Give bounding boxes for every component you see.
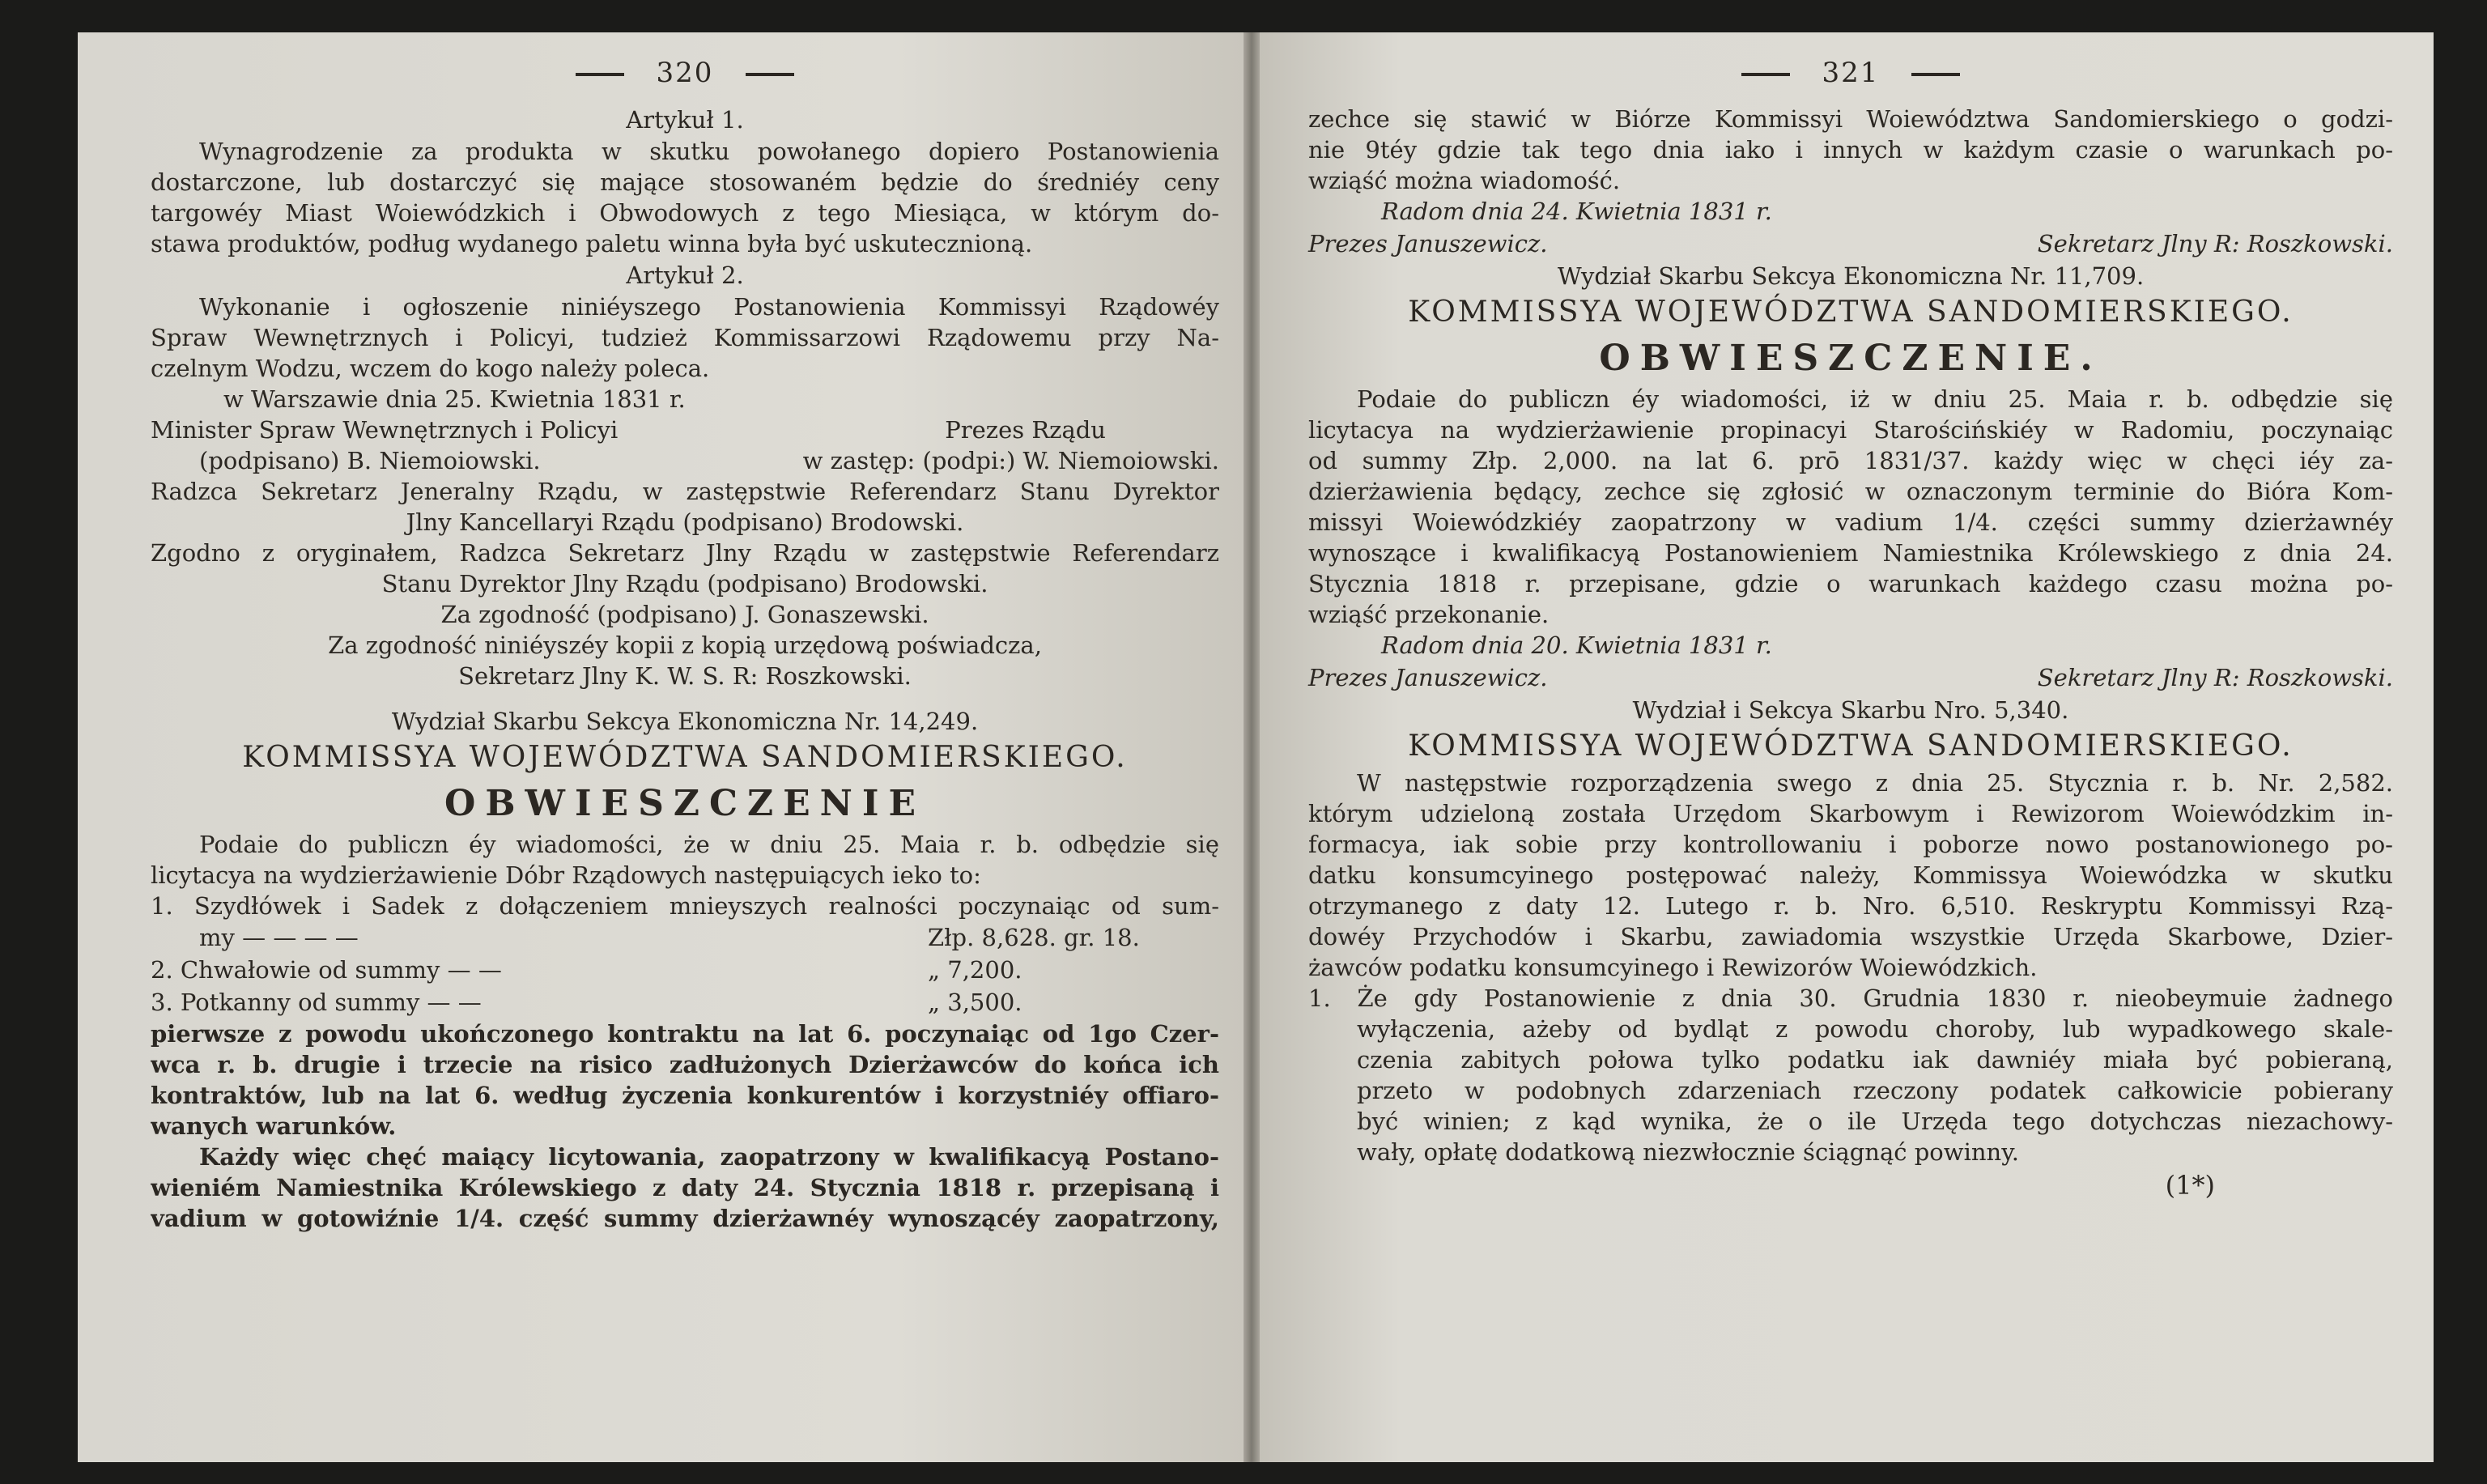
page-right [1260, 32, 2434, 1462]
signed-left: (podpisano) B. Niemoiowski. [199, 447, 541, 474]
text-line: nie 9téy gdzie tak tego dnia iako i innych w każdym czasie o warunkach po- [1308, 136, 2393, 164]
text-line: czelnym Wodzu, wczem do kogo należy poleca. [151, 355, 710, 382]
department-line-1: Wydział Skarbu Sekcya Ekonomiczna Nr. 11,709. [1557, 262, 2145, 290]
article-2-body [151, 291, 1219, 384]
text-line: 1. Że gdy Postanowienie z dnia 30. Grudnia 1830 r. nieobeymuie żadnego [1308, 984, 2393, 1012]
sekretarz-1: Sekretarz Jlny R: Roszkowski. [2037, 230, 2393, 257]
point-1 [1308, 983, 2393, 1167]
obwieszczenie-heading: OBWIESZCZENIE. [1599, 338, 2102, 379]
text-line: Jlny Kancellaryi Rządu (podpisano) Brodowski. [406, 508, 964, 536]
prezes-1: Prezes Januszewicz. [1308, 230, 1548, 257]
item-1-amount: my — — — — Złp. 8,628. gr. 18. [199, 924, 1140, 951]
item-1-line: 1. Szydłówek i Sadek z dołączeniem mnieyszych realności poczynaiąc od sum- [151, 892, 1219, 920]
obwieszczenie-heading: OBWIESZCZENIE [444, 783, 925, 824]
commission-heading: KOMMISSYA WOJEWÓDZTWA SANDOMIERSKIEGO. [242, 741, 1128, 774]
book-spread [78, 32, 2434, 1462]
text-line: stawa produktów, podług wydanego paletu winna była być uskutecznioną. [151, 230, 1033, 257]
place-date: w Warszawie dnia 25. Kwietnia 1831 r. [223, 385, 686, 413]
text-line: wieniém Namiestnika Królewskiego z daty 24. Stycznia 1818 r. przepisaną i [151, 1174, 1219, 1201]
notice-1-body [1308, 384, 2393, 630]
text-line: licytacya na wydzierżawienie propinacyi Starościńskiéy w Radomiu, poczynaiąc [1308, 416, 2393, 444]
text-line: dzierżawienia będący, zechce się zgłosić w oznaczonym terminie do Bióra Kom- [1308, 478, 2393, 505]
book-gutter [1244, 32, 1260, 1462]
text-line: którym udzieloną została Urzędom Skarbowym i Rewizorom Woiewódzkim in- [1308, 800, 2393, 827]
signature-row-2 [1308, 661, 2393, 695]
text-line: wyłączenia, ażeby od bydląt z powodu choroby, lub wypadkowego skale- [1357, 1015, 2393, 1043]
article-1-body [151, 136, 1219, 259]
page-number-left: 320 [151, 57, 1219, 89]
text-line: wziąść można wiadomość. [1308, 167, 1621, 194]
text-line: wynoszące i kwalifikacyą Postanowieniem Namiestnika Królewskiego z dnia 24. [1308, 539, 2393, 567]
page-number-right: 321 [1308, 57, 2393, 89]
text-line: W następstwie rozporządzenia swego z dnia 25. Stycznia r. b. Nr. 2,582. [1357, 769, 2393, 797]
text-line: Wykonanie i ogłoszenie niniéyszego Postanowienia Kommissyi Rządowéy [199, 293, 1219, 321]
prezes-rzadu: Prezes Rządu [945, 416, 1106, 444]
conformity-block [151, 538, 1219, 691]
item-3-amount: 3. Potkanny od summy — — „ 3,500. [151, 989, 1022, 1016]
date-line-1: Radom dnia 24. Kwietnia 1831 r. [1381, 198, 1772, 225]
text-line: wca r. b. drugie i trzecie na risico zadłużonych Dzierżawców do końca ich [151, 1051, 1219, 1078]
signatories-row-1 [151, 415, 1219, 445]
text-line: Każdy więc chęć maiący licytowania, zaopatrzony w kwalifikacyą Postano- [199, 1143, 1219, 1171]
text-line: Wynagrodzenie za produkta w skutku powołanego dopiero Postanowienia [199, 138, 1219, 165]
notice-2-body [1308, 768, 2393, 983]
text-line: targowéy Miast Woiewódzkich i Obwodowych z tego Miesiąca, w którym do- [151, 199, 1219, 227]
article-1-heading: Artykuł 1. [626, 106, 744, 134]
text-line: Podaie do publiczn éy wiadomości, iż w dniu 25. Maia r. b. odbędzie się [1357, 385, 2393, 413]
text-line: kontraktów, lub na lat 6. według życzenia konkurentów i korzystniéy offiaro- [151, 1082, 1219, 1109]
text-line: wały, opłatę dodatkową niezwłocznie ściągnąć powinny. [1357, 1138, 2019, 1166]
text-line: otrzymanego z daty 12. Lutego r. b. Nro. 6,510. Reskryptu Kommissyi Rzą- [1308, 892, 2393, 920]
text-line: formacya, iak sobie przy kontrollowaniu i poborze nowo postanowionego po- [1308, 831, 2393, 858]
sekretarz-2: Sekretarz Jlny R: Roszkowski. [2037, 664, 2393, 691]
text-line: Stycznia 1818 r. przepisane, gdzie o warunkach każdego czasu można po- [1308, 570, 2393, 597]
text-line: czenia zabitych połowa tylko podatku iak dawniéy miała być pobieraną, [1357, 1046, 2393, 1074]
department-line: Wydział Skarbu Sekcya Ekonomiczna Nr. 14,249. [391, 708, 979, 735]
text-line: od summy Złp. 2,000. na lat 6. prō 1831/37. każdy więc w chęci iéy za- [1308, 447, 2393, 474]
text-line: żawców podatku konsumcyinego i Rewizorów Woiewódzkich. [1308, 954, 2038, 981]
text-line: datku konsumcyinego postępować należy, Kommissya Woiewódzka w skutku [1308, 861, 2393, 889]
commission-heading-2: KOMMISSYA WOJEWÓDZTWA SANDOMIERSKIEGO. [1408, 729, 2294, 763]
text-line: Stanu Dyrektor Jlny Rządu (podpisano) Brodowski. [381, 570, 988, 597]
text-line: vadium w gotowiźnie 1/4. część summy dzierżawnéy wynoszącéy zaopatrzony, [151, 1205, 1219, 1232]
text-line: Za zgodność (podpisano) J. Gonaszewski. [440, 601, 929, 628]
text-line: Spraw Wewnętrznych i Policyi, tudzież Kommissarzowi Rządowemu przy Na- [151, 324, 1219, 351]
text-line: Sekretarz Jlny K. W. S. R: Roszkowski. [458, 662, 912, 690]
text-line: dostarczone, lub dostarczyć się mające stosowaném będzie do średniéy ceny [151, 168, 1219, 196]
text-line: być winien; z kąd wynika, że o ile Urzęda tego dotychczas niezachowy- [1357, 1108, 2393, 1135]
continuation-block [1308, 104, 2393, 196]
auction-terms [151, 1018, 1219, 1234]
text-line: wanych warunków. [151, 1112, 397, 1140]
page-left [78, 32, 1244, 1462]
department-line-2: Wydział i Sekcya Skarbu Nro. 5,340. [1632, 696, 2069, 724]
text-line: Radzca Sekretarz Jeneralny Rządu, w zastępstwie Referendarz Stanu Dyrektor [151, 478, 1219, 505]
signatories-row-2 [151, 445, 1219, 476]
date-line-2: Radom dnia 20. Kwietnia 1831 r. [1381, 631, 1772, 659]
item-2-amount: 2. Chwałowie od summy — — „ 7,200. [151, 956, 1022, 984]
signature-row-1 [1308, 227, 2393, 261]
text-line: Podaie do publiczn éy wiadomości, że w dniu 25. Maia r. b. odbędzie się [199, 831, 1219, 858]
text-line: pierwsze z powodu ukończonego kontraktu na lat 6. poczynaiąc od 1go Czer- [151, 1020, 1219, 1048]
text-line: licytacya na wydzierżawienie Dóbr Rządowych następuiących ieko to: [151, 861, 981, 889]
text-line: Za zgodność niniéyszéy kopii z kopią urzędową poświadcza, [328, 631, 1042, 659]
text-line: dowéy Przychodów i Skarbu, zawiadomia wszystkie Urzęda Skarbowe, Dzier- [1308, 923, 2393, 950]
text-line: zechce się stawić w Biórze Kommissyi Woiewództwa Sandomierskiego o godzi- [1308, 105, 2393, 133]
prezes-2: Prezes Januszewicz. [1308, 664, 1548, 691]
text-line: Zgodno z oryginałem, Radzca Sekretarz Jlny Rządu w zastępstwie Referendarz [151, 539, 1219, 567]
article-2-heading: Artykuł 2. [626, 262, 744, 289]
minister-title: Minister Spraw Wewnętrznych i Policyi [151, 416, 619, 444]
text-line: missyi Woiewódzkiéy zaopatrzony w vadium 1/4. części summy dzierżawnéy [1308, 508, 2393, 536]
commission-heading-1: KOMMISSYA WOJEWÓDZTWA SANDOMIERSKIEGO. [1408, 296, 2294, 329]
signature-mark: (1*) [2165, 1170, 2215, 1201]
signed-right: w zastęp: (podpi:) W. Niemoiowski. [802, 447, 1219, 474]
text-line: przeto w podobnych zdarzeniach rzeczony podatek całkowicie pobierany [1357, 1077, 2393, 1104]
text-line: wziąść przekonanie. [1308, 601, 1550, 628]
